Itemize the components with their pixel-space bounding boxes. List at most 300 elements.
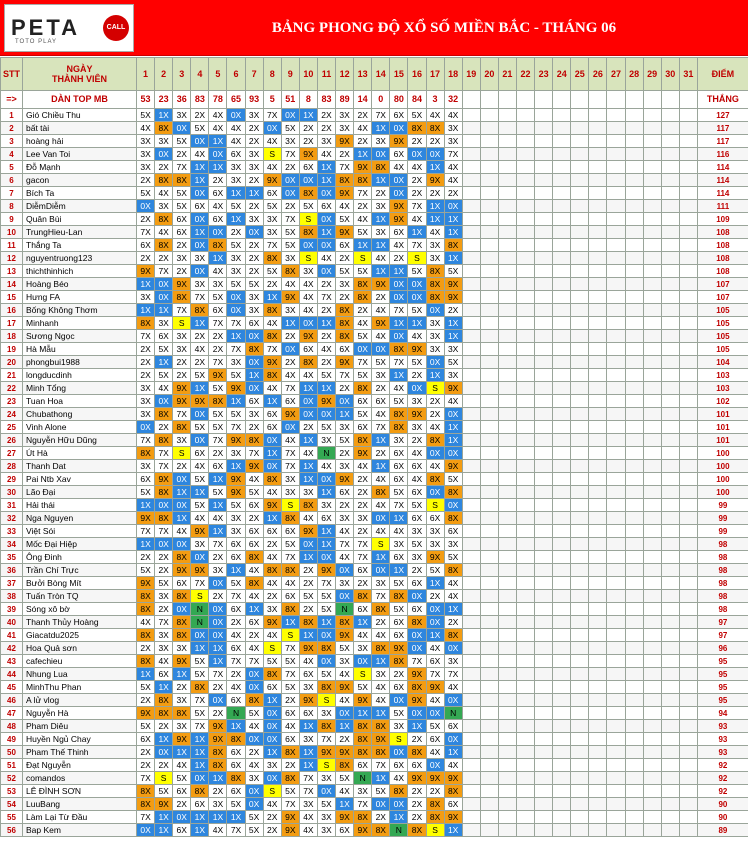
empty-cell (571, 681, 589, 694)
result-cell: 0X (281, 109, 299, 122)
empty-cell (516, 603, 534, 616)
empty-cell (553, 616, 571, 629)
result-cell: 0X (245, 733, 263, 746)
empty-cell (679, 824, 697, 837)
result-cell: S (390, 733, 408, 746)
empty-cell (625, 91, 643, 109)
result-cell: 0X (191, 772, 209, 785)
result-cell: 2X (336, 382, 354, 395)
result-cell: 9X (336, 681, 354, 694)
result-cell: 8X (155, 512, 173, 525)
empty-cell (553, 161, 571, 174)
result-cell: 7X (354, 798, 372, 811)
empty-cell (625, 694, 643, 707)
result-cell: 6X (299, 707, 317, 720)
empty-cell (661, 525, 679, 538)
empty-cell (462, 603, 480, 616)
result-cell: 6X (173, 785, 191, 798)
result-cell: 8X (408, 746, 426, 759)
table-row (1, 512, 748, 525)
empty-cell (589, 460, 607, 473)
result-cell: 8X (390, 408, 408, 421)
result-cell: 0X (336, 564, 354, 577)
empty-cell (625, 174, 643, 187)
result-cell: 4X (263, 577, 281, 590)
empty-cell (643, 642, 661, 655)
day-header-label: NGÀY (66, 64, 93, 74)
empty-cell (480, 330, 498, 343)
empty-cell (480, 590, 498, 603)
empty-cell (462, 798, 480, 811)
result-cell: 7X (137, 330, 155, 343)
result-cell: 1X (137, 499, 155, 512)
result-cell: 5X (299, 590, 317, 603)
result-cell: 4X (227, 629, 245, 642)
result-cell: 8X (281, 746, 299, 759)
result-cell: 6X (390, 109, 408, 122)
result-cell: 0X (245, 382, 263, 395)
result-cell: 9X (191, 395, 209, 408)
empty-cell (625, 369, 643, 382)
empty-cell (462, 460, 480, 473)
empty-cell (571, 785, 589, 798)
row-number: 6 (1, 174, 23, 187)
empty-cell (535, 564, 553, 577)
result-cell: 8X (173, 291, 191, 304)
empty-cell (589, 109, 607, 122)
result-cell: S (372, 538, 390, 551)
result-cell: 8X (173, 551, 191, 564)
empty-cell (643, 564, 661, 577)
results-table (0, 57, 748, 837)
result-cell: 4X (155, 382, 173, 395)
result-cell: 6X (281, 707, 299, 720)
result-cell: 8X (336, 304, 354, 317)
empty-cell (516, 824, 534, 837)
row-number: 29 (1, 473, 23, 486)
empty-cell (516, 174, 534, 187)
day-header: 24 (553, 58, 571, 91)
result-cell: 1X (137, 538, 155, 551)
empty-cell (553, 91, 571, 109)
empty-cell (553, 798, 571, 811)
empty-cell (535, 759, 553, 772)
empty-cell (607, 590, 625, 603)
result-cell: 1X (372, 707, 390, 720)
result-cell: 6X (245, 525, 263, 538)
top-row-marker: => (1, 91, 23, 109)
empty-cell (589, 681, 607, 694)
day-header: 8 (263, 58, 281, 91)
empty-cell (516, 616, 534, 629)
header-row (1, 58, 748, 91)
result-cell: 8X (354, 382, 372, 395)
result-cell: 0X (191, 239, 209, 252)
member-name: longducdinh (23, 369, 137, 382)
result-cell: 6X (299, 343, 317, 356)
result-cell: 5X (336, 772, 354, 785)
empty-cell (661, 772, 679, 785)
empty-cell (607, 538, 625, 551)
empty-cell (535, 694, 553, 707)
score-cell: 98 (697, 577, 748, 590)
empty-cell (625, 824, 643, 837)
result-cell: 5X (390, 707, 408, 720)
result-cell: 7X (209, 668, 227, 681)
result-cell: 8X (444, 486, 462, 499)
empty-cell (480, 460, 498, 473)
result-cell: 6X (191, 798, 209, 811)
result-cell: 4X (299, 512, 317, 525)
result-cell: S (281, 499, 299, 512)
result-cell: 8X (137, 317, 155, 330)
result-cell: 2X (426, 408, 444, 421)
empty-cell (498, 265, 516, 278)
result-cell: 5X (354, 265, 372, 278)
empty-cell (535, 512, 553, 525)
empty-cell (625, 395, 643, 408)
empty-cell (625, 135, 643, 148)
member-name: Chubathong (23, 408, 137, 421)
empty-cell (498, 187, 516, 200)
empty-cell (480, 538, 498, 551)
result-cell: 2X (173, 239, 191, 252)
top-number: 8 (299, 91, 317, 109)
result-cell: 0X (299, 174, 317, 187)
result-cell: 8X (317, 681, 335, 694)
empty-cell (553, 317, 571, 330)
result-cell: 1X (444, 252, 462, 265)
result-cell: 1X (317, 525, 335, 538)
empty-cell (462, 525, 480, 538)
member-name: Hoa Quả sơn (23, 642, 137, 655)
result-cell: 2X (209, 707, 227, 720)
empty-cell (589, 213, 607, 226)
empty-cell (462, 616, 480, 629)
result-cell: 2X (299, 135, 317, 148)
result-cell: 4X (245, 720, 263, 733)
empty-cell (607, 174, 625, 187)
empty-cell (480, 655, 498, 668)
result-cell: 0X (444, 408, 462, 421)
result-cell: 2X (263, 590, 281, 603)
empty-cell (553, 772, 571, 785)
empty-cell (480, 616, 498, 629)
empty-cell (625, 330, 643, 343)
empty-cell (679, 304, 697, 317)
empty-cell (589, 291, 607, 304)
result-cell: 9X (390, 642, 408, 655)
empty-cell (625, 746, 643, 759)
result-cell: 0X (408, 707, 426, 720)
empty-cell (679, 811, 697, 824)
empty-cell (589, 174, 607, 187)
result-cell: 6X (173, 824, 191, 837)
result-cell: 3X (354, 512, 372, 525)
result-cell: 1X (444, 603, 462, 616)
empty-cell (553, 629, 571, 642)
result-cell: 1X (426, 577, 444, 590)
score-cell: 101 (697, 434, 748, 447)
empty-cell (679, 148, 697, 161)
empty-cell (480, 161, 498, 174)
empty-cell (679, 642, 697, 655)
empty-cell (607, 278, 625, 291)
empty-cell (498, 356, 516, 369)
empty-cell (571, 330, 589, 343)
result-cell: 2X (263, 278, 281, 291)
empty-cell (607, 564, 625, 577)
empty-cell (480, 811, 498, 824)
result-cell: 1X (209, 655, 227, 668)
result-cell: 0X (209, 603, 227, 616)
result-cell: 5X (354, 369, 372, 382)
result-cell: 4X (299, 304, 317, 317)
result-cell: 5X (317, 603, 335, 616)
empty-cell (535, 200, 553, 213)
result-cell: 3X (336, 122, 354, 135)
result-cell: 1X (317, 486, 335, 499)
result-cell: 1X (317, 161, 335, 174)
result-cell: 9X (408, 694, 426, 707)
result-cell: 9X (426, 174, 444, 187)
empty-cell (589, 564, 607, 577)
table-row (1, 668, 748, 681)
empty-cell (661, 252, 679, 265)
result-cell: 3X (444, 122, 462, 135)
top-number: 89 (336, 91, 354, 109)
result-cell: 8X (372, 720, 390, 733)
result-cell: 1X (390, 811, 408, 824)
empty-cell (535, 629, 553, 642)
result-cell: 6X (390, 460, 408, 473)
result-cell: 8X (372, 161, 390, 174)
empty-cell (498, 798, 516, 811)
result-cell: 4X (191, 343, 209, 356)
empty-cell (661, 577, 679, 590)
table-row (1, 720, 748, 733)
result-cell: 4X (263, 135, 281, 148)
day-header: 7 (245, 58, 263, 91)
member-name: Nguyễn Hữu Dũng (23, 434, 137, 447)
empty-cell (571, 161, 589, 174)
result-cell: 4X (263, 161, 281, 174)
result-cell: 6X (354, 564, 372, 577)
result-cell: 0X (426, 616, 444, 629)
result-cell: 2X (173, 265, 191, 278)
result-cell: 7X (372, 759, 390, 772)
result-cell: 2X (408, 434, 426, 447)
day-header: 18 (444, 58, 462, 91)
result-cell: 9X (173, 395, 191, 408)
result-cell: 1X (354, 239, 372, 252)
empty-cell (462, 434, 480, 447)
empty-cell (679, 122, 697, 135)
result-cell: 0X (155, 395, 173, 408)
empty-cell (679, 109, 697, 122)
empty-cell (589, 408, 607, 421)
result-cell: 5X (173, 200, 191, 213)
row-number: 11 (1, 239, 23, 252)
result-cell: 0X (155, 746, 173, 759)
empty-cell (480, 135, 498, 148)
empty-cell (661, 343, 679, 356)
empty-cell (625, 473, 643, 486)
empty-cell (498, 512, 516, 525)
result-cell: 8X (354, 720, 372, 733)
empty-cell (535, 525, 553, 538)
empty-cell (462, 317, 480, 330)
result-cell: 0X (263, 733, 281, 746)
result-cell: 4X (173, 525, 191, 538)
result-cell: 4X (408, 330, 426, 343)
result-cell: 1X (191, 824, 209, 837)
empty-cell (480, 187, 498, 200)
empty-cell (625, 291, 643, 304)
empty-cell (480, 824, 498, 837)
empty-cell (535, 239, 553, 252)
result-cell: 0X (191, 265, 209, 278)
result-cell: 5X (227, 577, 245, 590)
result-cell: 5X (408, 304, 426, 317)
result-cell: 3X (317, 707, 335, 720)
table-row (1, 148, 748, 161)
empty-cell (571, 772, 589, 785)
result-cell: 0X (426, 447, 444, 460)
empty-cell (535, 434, 553, 447)
result-cell: 0X (390, 330, 408, 343)
result-cell: 4X (426, 109, 444, 122)
result-cell: 3X (299, 733, 317, 746)
logo-text: PETA (11, 15, 81, 40)
result-cell: 4X (336, 694, 354, 707)
table-row (1, 460, 748, 473)
empty-cell (679, 499, 697, 512)
result-cell: 4X (137, 122, 155, 135)
result-cell: 3X (317, 772, 335, 785)
result-cell: 0X (317, 629, 335, 642)
result-cell: 6X (281, 590, 299, 603)
result-cell: 2X (191, 356, 209, 369)
result-cell: 7X (173, 304, 191, 317)
result-cell: 7X (137, 434, 155, 447)
result-cell: 1X (155, 733, 173, 746)
empty-cell (571, 538, 589, 551)
day-header: 6 (227, 58, 245, 91)
empty-cell (679, 551, 697, 564)
empty-cell (553, 759, 571, 772)
day-header: 3 (173, 58, 191, 91)
member-name: Thắng Ta (23, 239, 137, 252)
empty-cell (480, 681, 498, 694)
result-cell: 4X (209, 824, 227, 837)
empty-cell (516, 382, 534, 395)
result-cell: 9X (372, 278, 390, 291)
table-row (1, 421, 748, 434)
result-cell: 9X (444, 811, 462, 824)
empty-cell (571, 343, 589, 356)
empty-cell (643, 252, 661, 265)
top-number: 80 (390, 91, 408, 109)
result-cell: 1X (155, 681, 173, 694)
empty-cell (625, 707, 643, 720)
result-cell: 3X (137, 382, 155, 395)
result-cell: 1X (444, 824, 462, 837)
day-header: 16 (408, 58, 426, 91)
empty-cell (571, 655, 589, 668)
result-cell: 7X (354, 356, 372, 369)
result-cell: 7X (281, 460, 299, 473)
top-number: 51 (281, 91, 299, 109)
score-cell: 100 (697, 460, 748, 473)
result-cell: 4X (444, 759, 462, 772)
result-cell: 0X (263, 460, 281, 473)
empty-cell (571, 109, 589, 122)
result-cell: 4X (390, 772, 408, 785)
result-cell: 4X (354, 122, 372, 135)
result-cell: 8X (173, 616, 191, 629)
result-cell: 5X (191, 369, 209, 382)
result-cell: 8X (173, 629, 191, 642)
result-cell: 9X (317, 564, 335, 577)
row-number: 7 (1, 187, 23, 200)
empty-cell (480, 304, 498, 317)
empty-cell (589, 694, 607, 707)
empty-cell (498, 109, 516, 122)
empty-cell (607, 369, 625, 382)
score-cell: 108 (697, 226, 748, 239)
empty-cell (480, 213, 498, 226)
table-row (1, 109, 748, 122)
result-cell: 5X (426, 564, 444, 577)
result-cell: 1X (299, 759, 317, 772)
empty-cell (571, 447, 589, 460)
empty-cell (625, 512, 643, 525)
empty-cell (625, 668, 643, 681)
row-number: 44 (1, 668, 23, 681)
member-name: phongbui1988 (23, 356, 137, 369)
result-cell: 8X (245, 694, 263, 707)
result-cell: 7X (281, 447, 299, 460)
empty-cell (535, 408, 553, 421)
result-cell: 0X (317, 785, 335, 798)
result-cell: 5X (372, 785, 390, 798)
member-name: Nga Nguyen (23, 512, 137, 525)
result-cell: 9X (155, 798, 173, 811)
empty-cell (535, 486, 553, 499)
empty-cell (498, 226, 516, 239)
empty-cell (589, 434, 607, 447)
empty-cell (679, 538, 697, 551)
empty-cell (462, 590, 480, 603)
empty-cell (679, 369, 697, 382)
result-cell: 1X (227, 564, 245, 577)
result-cell: 6X (173, 213, 191, 226)
score-cell: 92 (697, 785, 748, 798)
empty-cell (625, 681, 643, 694)
result-cell: 0X (155, 148, 173, 161)
empty-cell (462, 655, 480, 668)
result-cell: 3X (137, 408, 155, 421)
result-cell: 6X (390, 551, 408, 564)
member-name: Mốc Đại Hiệp (23, 538, 137, 551)
score-cell: 114 (697, 161, 748, 174)
result-cell: 8X (173, 707, 191, 720)
result-cell: 5X (209, 408, 227, 421)
result-cell: 1X (426, 369, 444, 382)
result-cell: 4X (426, 460, 444, 473)
result-cell: 2X (336, 447, 354, 460)
